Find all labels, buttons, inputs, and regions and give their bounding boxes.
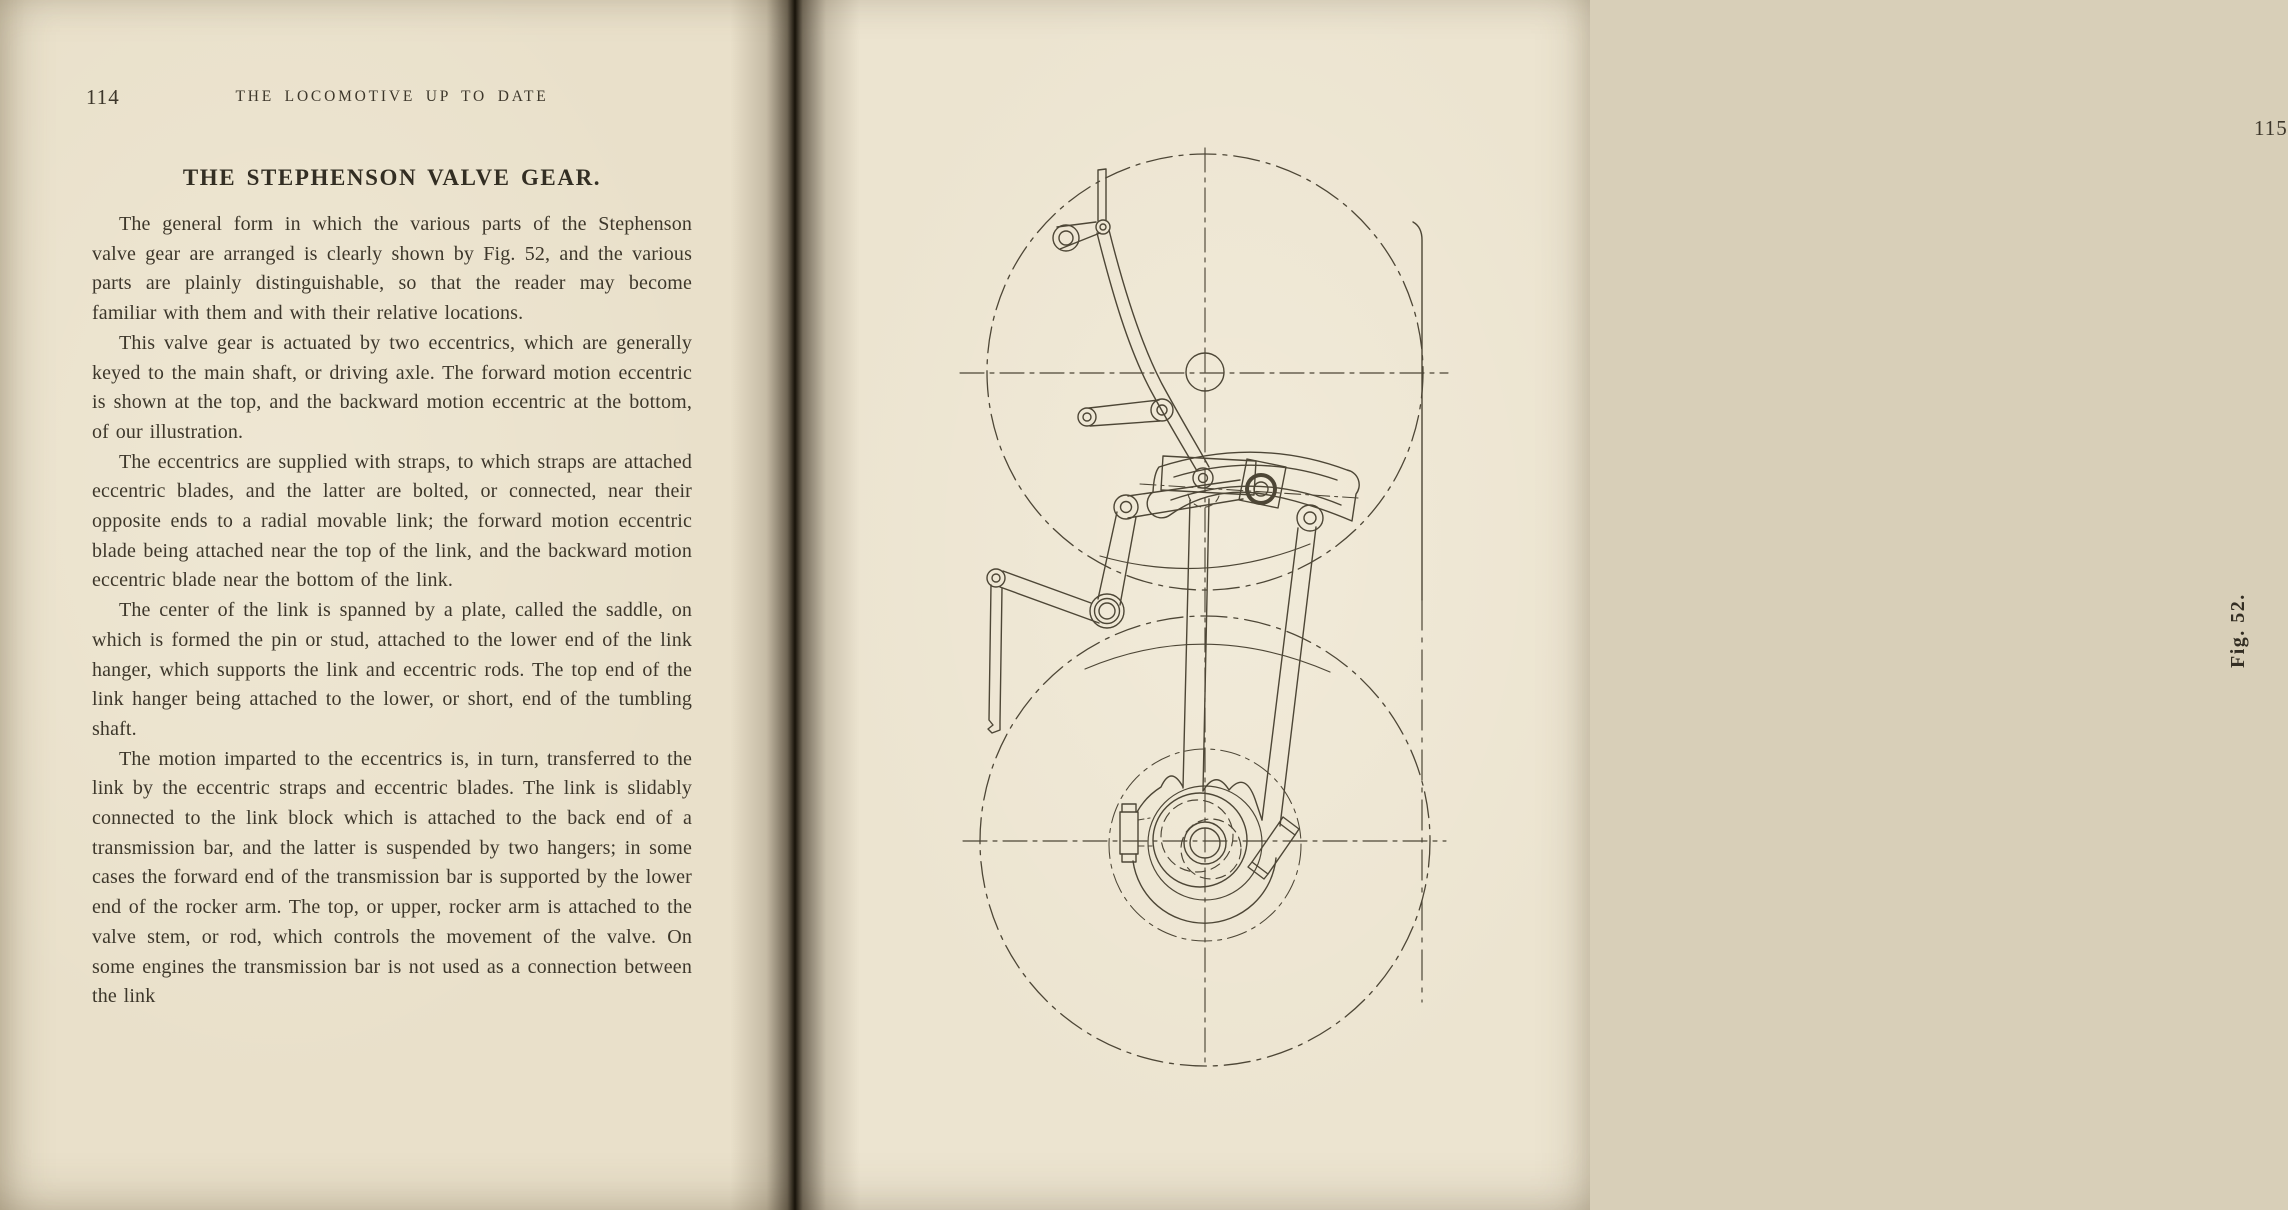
paragraph: The general form in which the various parts of the Stephenson valve gear are arranged is clearly shown by Fig. 52, and the various parts are plainly distinguishable, so that the reader may become familiar with them and with their relative locations.: [92, 213, 692, 325]
running-header: THE LOCOMOTIVE UP TO DATE: [235, 88, 549, 105]
strap-bolt-lug-right: [1252, 823, 1295, 874]
paragraph: The eccentrics are supplied with straps, to which straps are attached eccentric blades, and the latter are bolted, or connected, near their opposite ends to a radial movable link; the forward motion eccentric blade being attached near the top of the link, and the backward motion eccentric blade near the bottom of the link.: [92, 450, 692, 592]
link-block-pin: [1247, 475, 1275, 503]
expansion-link-assembly: [1114, 452, 1359, 531]
forward-eccentric-sheave: [1161, 800, 1233, 872]
backward-eccentric-sheave: [1181, 819, 1241, 879]
transmission-bar: [1128, 480, 1243, 518]
figure-caption: Fig. 52.: [2227, 593, 2249, 668]
rear-wheel-rim-arc: [1085, 644, 1330, 672]
chapter-heading: THE STEPHENSON VALVE GEAR.: [182, 165, 602, 190]
link-end-eye: [1297, 505, 1323, 531]
backward-eccentric-rod: [1262, 527, 1316, 826]
paragraph: The center of the link is spanned by a plate, called the saddle, on which is formed the pin or stud, attached to the lower end of the link hanger, which supports the link and eccentric rods. The top end of the link hanger being attached to the lower, or short, end of the tumbling shaft.: [92, 599, 692, 740]
page-number-right: 115: [2254, 116, 2288, 140]
figure-centerlines: [960, 148, 1448, 1062]
paragraph: The motion imparted to the eccentrics is, in turn, transferred to the link by the eccentric straps and eccentric blades. The link is slidably connected to the link block which is attached to the back end of a transmission bar, and the latter is suspended by two hangers; in some cases the forward end of the transmission bar is supported by the lower end of the rocker arm. The top, or upper, rocker arm is attached to the valve stem, or rod, which controls the movement of the valve. On some engines the transmission bar is not used as a connection between the link: [92, 747, 692, 1008]
eccentric-rods: [1183, 499, 1316, 826]
link-hanger-assembly: [987, 512, 1136, 733]
rocker-pin: [1096, 220, 1110, 234]
page-number-left: 114: [86, 85, 120, 109]
link-hanger: [1098, 512, 1136, 605]
valve-stem: [1098, 169, 1106, 221]
rocker-and-valve-stem: [1053, 169, 1209, 471]
paragraph: This valve gear is actuated by two eccentrics, which are generally keyed to the main shaft, or driving axle. The forward motion eccentric is shown at the top, and the backward motion eccentric at the bottom, of our illustration.: [92, 331, 692, 443]
tumbling-shaft-link: [1089, 400, 1160, 426]
reach-rod: [988, 585, 1002, 733]
tumbling-shaft-arm: [1000, 571, 1099, 623]
strap-bolt-lug-left: [1120, 812, 1138, 854]
